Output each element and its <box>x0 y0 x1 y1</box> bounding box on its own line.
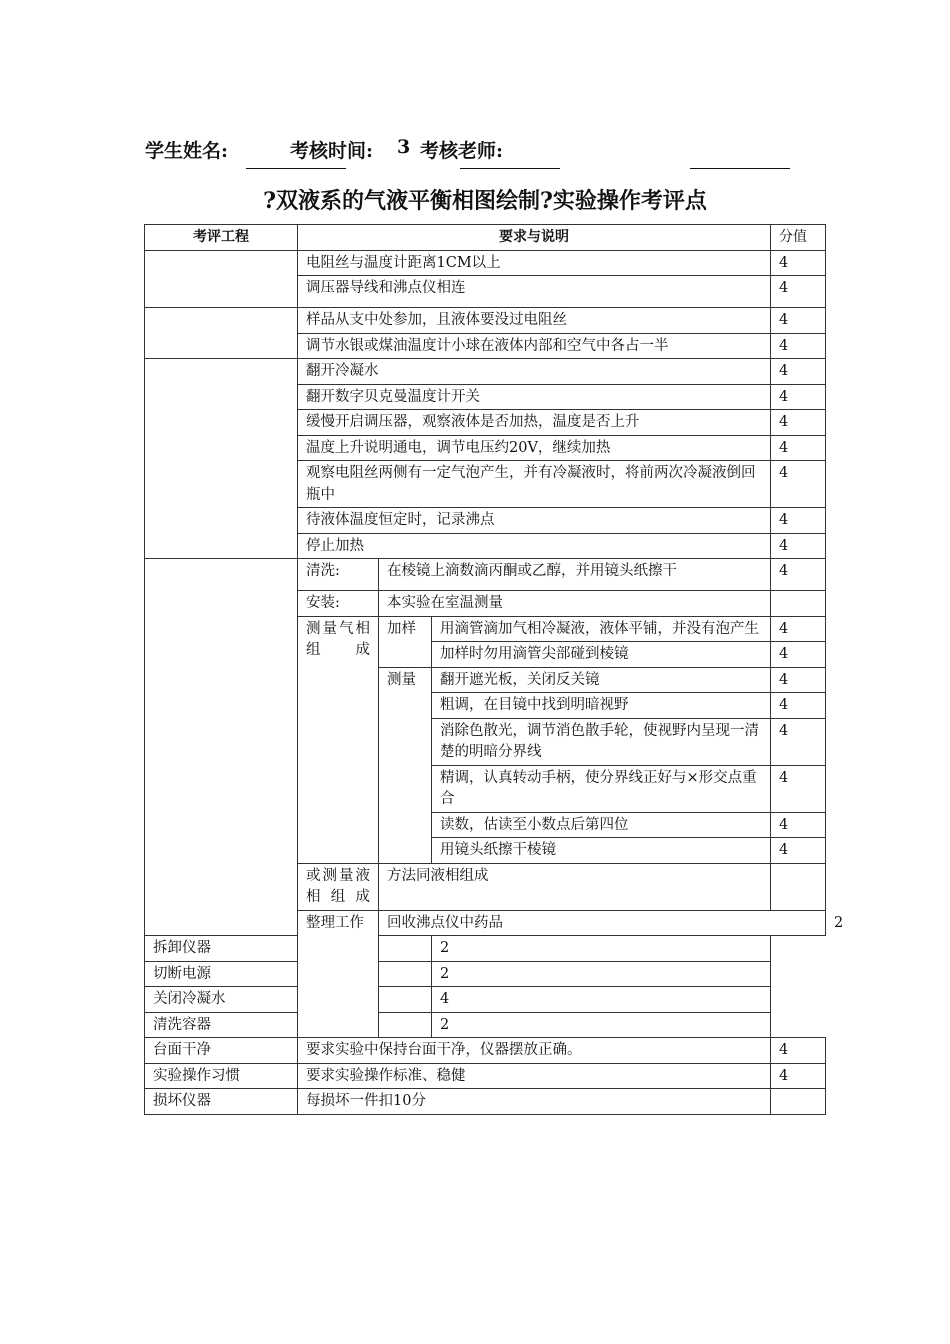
extra-blank <box>690 168 790 169</box>
teacher-blank <box>460 168 560 169</box>
score-cell: 4 <box>771 359 826 385</box>
desc-cell: 翻开数字贝克曼温度计开关 <box>298 384 771 410</box>
table-row <box>145 936 826 962</box>
score-cell: 4 <box>771 410 826 436</box>
desc-cell: 翻开遮光板，关闭反关镜 <box>432 667 771 693</box>
desc-cell: 消除色散光，调节消色散手轮，使视野内呈现一清楚的明暗分界线 <box>432 718 771 765</box>
score-cell: 4 <box>771 435 826 461</box>
score-cell: 2 <box>432 961 771 987</box>
score-cell: 4 <box>771 276 826 308</box>
item-cell <box>145 308 298 359</box>
desc-cell: 每损坏一件扣10分 <box>298 1089 771 1115</box>
desc-cell: 方法同液相组成 <box>379 863 771 910</box>
item-cell: 台面干净 <box>145 1038 298 1064</box>
table-row <box>145 359 826 385</box>
teacher-label: 考核老师: <box>420 140 504 162</box>
desc-cell: 观察电阻丝两侧有一定气泡产生，并有冷凝液时，将前两次冷凝液倒回瓶中 <box>298 461 771 508</box>
table-row <box>145 987 826 1013</box>
score-cell: 4 <box>771 1063 826 1089</box>
score-cell <box>771 1089 826 1115</box>
score-cell: 4 <box>771 693 826 719</box>
desc-cell: 要求实验操作标准、稳健 <box>298 1063 771 1089</box>
table-row <box>145 250 826 276</box>
score-cell: 4 <box>771 838 826 864</box>
evaluation-table <box>144 224 844 1115</box>
score-cell: 4 <box>771 250 826 276</box>
exam-info-header <box>145 136 825 166</box>
header-desc: 要求与说明 <box>298 225 771 251</box>
desc-cell: 缓慢开启调压器，观察液体是否加热，温度是否上升 <box>298 410 771 436</box>
table-row <box>145 1012 826 1038</box>
item-cell: 损坏仪器 <box>145 1089 298 1115</box>
exam-time-label: 考核时间: <box>290 140 374 162</box>
desc-cell: 调压器导线和沸点仪相连 <box>298 276 771 308</box>
score-cell: 2 <box>432 936 771 962</box>
item-cell: 实验操作习惯 <box>145 1063 298 1089</box>
score-cell: 4 <box>771 616 826 642</box>
desc-cell: 待液体温度恒定时，记录沸点 <box>298 508 771 534</box>
desc-cell: 回收沸点仪中药品 <box>379 910 826 936</box>
desc-cell: 本实验在室温测量 <box>379 591 771 617</box>
desc-cell: 拆卸仪器 <box>145 936 432 962</box>
score-cell <box>771 591 826 617</box>
desc-cell: 温度上升说明通电，调节电压约20V，继续加热 <box>298 435 771 461</box>
score-cell: 4 <box>771 718 826 765</box>
score-cell: 4 <box>771 384 826 410</box>
item-cell: 整理工作 <box>298 910 379 1038</box>
header-score: 分值 <box>771 225 826 251</box>
table-row <box>145 1063 826 1089</box>
measure-label: 测量 <box>379 667 432 863</box>
score-cell: 4 <box>771 812 826 838</box>
header-item: 考评工程 <box>145 225 298 251</box>
score-cell: 4 <box>771 667 826 693</box>
desc-cell: 读数，估读至小数点后第四位 <box>432 812 771 838</box>
exam-time-value: 3 <box>397 136 411 158</box>
score-cell: 4 <box>771 308 826 334</box>
desc-cell: 翻开冷凝水 <box>298 359 771 385</box>
table-row: 整理工作 回收沸点仪中药品 2 <box>145 910 826 936</box>
student-name-blank <box>246 168 346 169</box>
score-cell: 2 <box>432 1012 771 1038</box>
score-cell: 4 <box>771 533 826 559</box>
score-cell: 4 <box>771 461 826 508</box>
table-row <box>145 1038 826 1064</box>
score-cell: 4 <box>771 765 826 812</box>
score-cell <box>771 863 826 910</box>
item-cell <box>145 559 298 936</box>
clean-label: 清洗: <box>298 559 379 591</box>
add-sample-label: 加样 <box>379 616 432 667</box>
liquid-phase-label: 或测量液相组成 <box>298 863 379 910</box>
desc-cell: 样品从支中处参加，且液体要没过电阻丝 <box>298 308 771 334</box>
score-cell: 4 <box>432 987 771 1013</box>
desc-cell: 停止加热 <box>298 533 771 559</box>
score-cell: 4 <box>771 642 826 668</box>
desc-cell: 精调，认真转动手柄，使分界线正好与×形交点重合 <box>432 765 771 812</box>
table-row <box>145 559 826 591</box>
table-header-row <box>145 225 826 251</box>
item-cell <box>145 250 298 308</box>
desc-cell: 调节水银或煤油温度计小球在液体内部和空气中各占一半 <box>298 333 771 359</box>
score-cell: 4 <box>771 333 826 359</box>
desc-cell: 用滴管滴加气相冷凝液，液体平铺，并没有泡产生 <box>432 616 771 642</box>
desc-cell: 粗调，在目镜中找到明暗视野 <box>432 693 771 719</box>
score-cell: 4 <box>771 508 826 534</box>
desc-cell: 清洗容器 <box>145 1012 432 1038</box>
desc-cell: 关闭冷凝水 <box>145 987 432 1013</box>
gas-phase-label: 测量气相组成 <box>298 616 379 863</box>
score-cell: 4 <box>771 1038 826 1064</box>
table-row <box>145 961 826 987</box>
desc-cell: 切断电源 <box>145 961 432 987</box>
item-cell <box>145 359 298 559</box>
install-label: 安装: <box>298 591 379 617</box>
student-name-label: 学生姓名: <box>145 140 229 162</box>
table-row <box>145 1089 826 1115</box>
table-row <box>145 308 826 334</box>
desc-cell: 在棱镜上滴数滴丙酮或乙醇，并用镜头纸擦干 <box>379 559 771 591</box>
document-title: ?双液系的气液平衡相图绘制?实验操作考评点 <box>263 188 707 214</box>
score-cell: 4 <box>771 559 826 591</box>
desc-cell: 用镜头纸擦干棱镜 <box>432 838 771 864</box>
desc-cell: 电阻丝与温度计距离1CM以上 <box>298 250 771 276</box>
desc-cell: 要求实验中保持台面干净，仪器摆放正确。 <box>298 1038 771 1064</box>
desc-cell: 加样时勿用滴管尖部碰到棱镜 <box>432 642 771 668</box>
